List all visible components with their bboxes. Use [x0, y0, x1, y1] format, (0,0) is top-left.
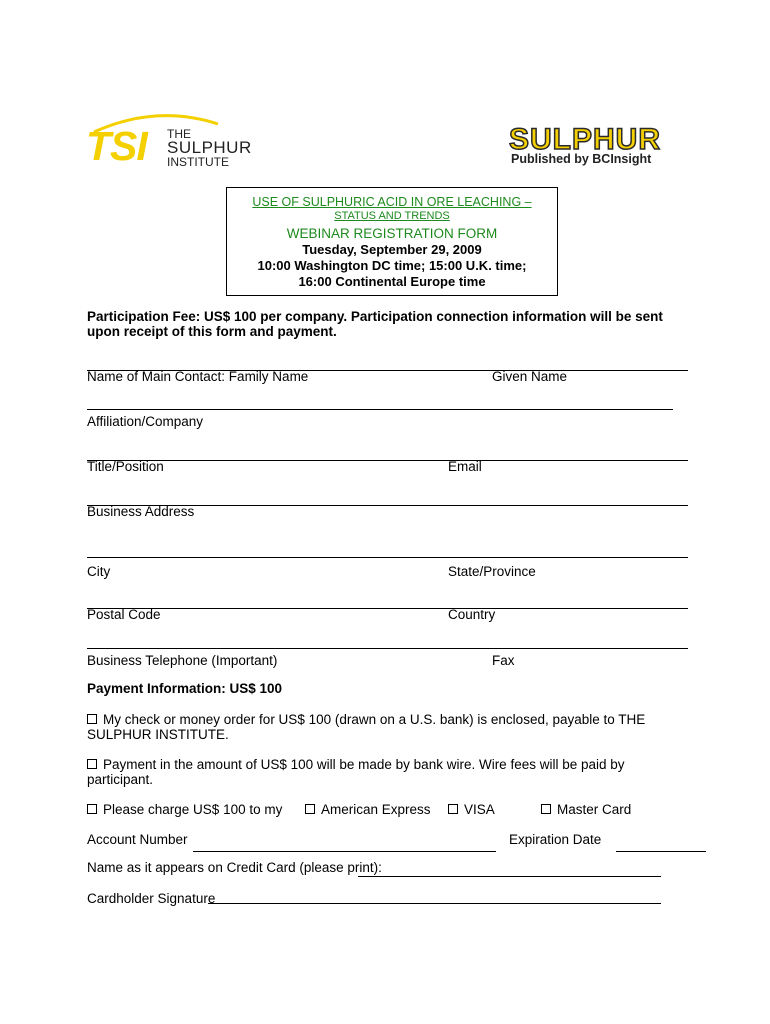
checkbox-icon[interactable] — [87, 804, 97, 814]
affiliation-line[interactable] — [87, 409, 673, 410]
affiliation-label: Affiliation/Company — [87, 414, 204, 429]
check-option-label: My check or money order for US$ 100 (drawn on a U.S. bank) is enclosed, payable to THE — [103, 712, 646, 727]
city-label: City — [87, 564, 111, 579]
fee-line-2: upon receipt of this form and payment. — [87, 324, 337, 339]
sulphur-magazine-logo — [509, 124, 679, 172]
event-title-line-2: STATUS AND TRENDS — [334, 210, 450, 222]
signature-line[interactable] — [208, 903, 661, 904]
title-line[interactable] — [87, 460, 688, 461]
email-label: Email — [448, 459, 482, 474]
visa-option[interactable] — [448, 802, 495, 818]
sulphur-wordmark: SULPHUR — [509, 123, 662, 156]
postal-country-line[interactable] — [87, 648, 688, 649]
event-date: Tuesday, September 29, 2009 — [302, 242, 482, 257]
telephone-label: Business Telephone (Important) — [87, 653, 278, 668]
postal-label: Postal Code — [87, 607, 161, 622]
charge-option[interactable] — [87, 802, 282, 818]
family-name-label: Name of Main Contact: Family Name — [87, 369, 309, 384]
check-option[interactable] — [87, 712, 645, 728]
tsi-line-2: SULPHUR — [167, 138, 252, 157]
checkbox-icon[interactable] — [87, 759, 97, 769]
name-on-card-label: Name as it appears on Credit Card (please print): — [87, 860, 382, 875]
publisher-line: Published by BCInsight — [511, 152, 652, 166]
tsi-wordmark — [167, 128, 252, 168]
event-title-box — [226, 187, 558, 296]
event-times-1: 10:00 Washington DC time; 15:00 U.K. time; — [257, 258, 527, 273]
wire-option-label: Payment in the amount of US$ 100 will be made by bank wire. Wire fees will be paid by — [103, 757, 625, 772]
tsi-line-1: THE — [167, 127, 191, 141]
wire-option[interactable] — [87, 757, 625, 773]
address-line-2[interactable] — [87, 557, 688, 558]
event-title-line-1: USE OF SULPHURIC ACID IN ORE LEACHING – — [252, 195, 532, 209]
charge-option-label: Please charge US$ 100 to my — [103, 802, 283, 817]
signature-label: Cardholder Signature — [87, 891, 216, 906]
check-option-line-2: SULPHUR INSTITUTE. — [87, 727, 229, 742]
account-number-line[interactable] — [193, 851, 496, 852]
checkbox-icon[interactable] — [541, 804, 551, 814]
mastercard-label: Master Card — [557, 802, 632, 817]
tsi-mark: TSI — [86, 123, 147, 169]
city-state-line[interactable] — [87, 608, 688, 609]
name-on-card-line[interactable] — [358, 876, 661, 877]
state-label: State/Province — [448, 564, 536, 579]
amex-label: American Express — [321, 802, 431, 817]
fax-label: Fax — [492, 653, 515, 668]
wire-option-line-2: participant. — [87, 772, 154, 787]
title-label: Title/Position — [87, 459, 164, 474]
checkbox-icon[interactable] — [448, 804, 458, 814]
fee-line-1: Participation Fee: US$ 100 per company. Participation connection information will be sent — [87, 309, 663, 324]
amex-option[interactable] — [305, 802, 431, 818]
checkbox-icon[interactable] — [87, 714, 97, 724]
mastercard-option[interactable] — [541, 802, 631, 818]
checkbox-icon[interactable] — [305, 804, 315, 814]
event-times-2: 16:00 Continental Europe time — [298, 274, 486, 289]
payment-heading: Payment Information: US$ 100 — [87, 681, 283, 696]
tsi-line-3: INSTITUTE — [167, 155, 229, 169]
visa-label: VISA — [464, 802, 495, 817]
form-title: WEBINAR REGISTRATION FORM — [286, 226, 498, 241]
tsi-logo — [86, 110, 251, 168]
expiration-label: Expiration Date — [509, 832, 602, 847]
given-name-label: Given Name — [492, 369, 568, 384]
account-number-label: Account Number — [87, 832, 188, 847]
address-label: Business Address — [87, 504, 195, 519]
expiration-line[interactable] — [616, 851, 706, 852]
country-label: Country — [448, 607, 496, 622]
